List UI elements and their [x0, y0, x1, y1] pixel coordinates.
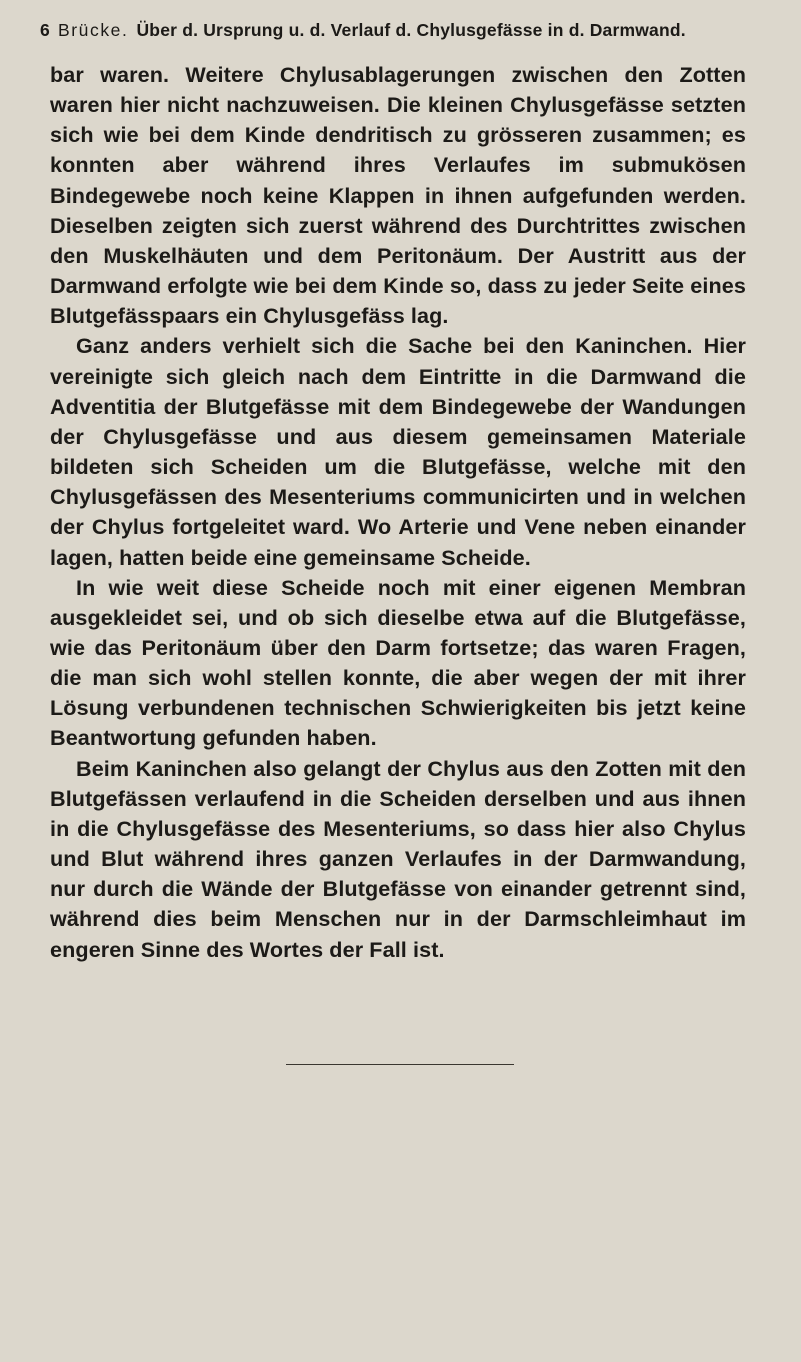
body-text: [50, 60, 746, 965]
running-header: [40, 20, 780, 41]
running-title: Über d. Ursprung u. d. Verlauf d. Chylusgefässe in d. Darmwand.: [136, 20, 686, 40]
page-number: 6: [40, 20, 50, 40]
paragraph-1: bar waren. Weitere Chylusablagerungen zwischen den Zotten waren hier nicht nachzuweisen. Die kleinen Chylusgefässe setzten sich wie bei dem Kinde dendritisch zu grösseren zusammen; es konnten aber während ihres Verlaufes im submukösen Bindegewebe noch keine Klappen in ihnen aufgefunden werden. Dieselben zeigten sich zuerst während des Durchtrittes zwischen den Muskelhäuten und dem Peritonäum. Der Austritt aus der Darmwand erfolgte wie bei dem Kinde so, dass zu jeder Seite eines Blutgefässpaars ein Chylusgefäss lag.: [50, 62, 746, 329]
author-name: Brücke.: [57, 20, 129, 40]
paragraph-2: Ganz anders verhielt sich die Sache bei den Kaninchen. Hier vereinigte sich gleich nach dem Eintritte in die Darmwand die Adventitia der Blutgefässe mit dem Bindegewebe der Wandungen der Chylusgefässe und aus diesem gemeinsamen Materiale bildeten sich Scheiden um die Blutgefässe, welche mit den Chylusgefässen des Mesenteriums communicirten und in welchen der Chylus fortgeleitet ward. Wo Arterie und Vene neben einander lagen, hatten beide eine gemeinsame Scheide.: [50, 333, 746, 570]
section-rule: [286, 1064, 514, 1065]
paragraph-3: In wie weit diese Scheide noch mit einer eigenen Membran ausgekleidet sei, und ob sich dieselbe etwa auf die Blutgefässe, wie das Peritonäum über den Darm fortsetze; das waren Fragen, die man sich wohl stellen konnte, die aber wegen der mit ihrer Lösung verbundenen technischen Schwierigkeiten bis jetzt keine Beantwortung gefunden haben.: [50, 574, 746, 751]
paragraph-4: Beim Kaninchen also gelangt der Chylus aus den Zotten mit den Blutgefässen verlaufend in die Scheiden derselben und aus ihnen in die Chylusgefässe des Mesenteriums, so dass hier also Chylus und Blut während ihres ganzen Verlaufes in der Darmwandung, nur durch die Wände der Blutgefässe von einander getrennt sind, während dies beim Menschen nur in der Darmschleimhaut im engeren Sinne des Wortes der Fall ist.: [50, 755, 746, 962]
